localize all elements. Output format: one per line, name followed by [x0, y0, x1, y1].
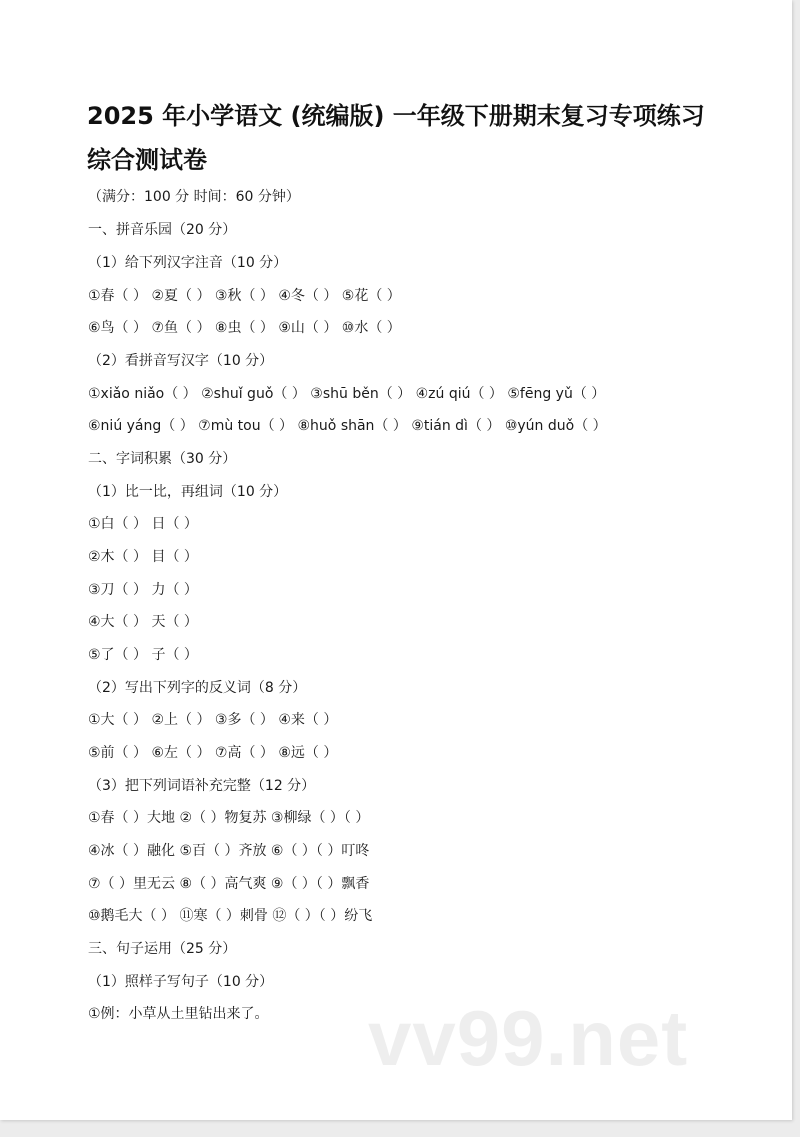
question-line: ①例：小草从土里钻出来了。 — [88, 1006, 269, 1022]
watermark: vv99.net — [368, 994, 689, 1082]
question-line: ④大（ ） 天（ ） — [88, 614, 198, 630]
question-line: ⑤了（ ） 子（ ） — [88, 647, 198, 663]
question-heading: （2）看拼音写汉字（10 分） — [88, 353, 274, 369]
question-line: ⑩鹅毛大（ ） ⑪寒（ ）刺骨 ⑫（ ）（ ）纷飞 — [88, 908, 373, 924]
question-line: ①大（ ） ②上（ ） ③多（ ） ④来（ ） — [88, 712, 338, 728]
question-heading: （1）比一比，再组词（10 分） — [88, 484, 288, 500]
question-line: ④冰（ ）融化 ⑤百（ ）齐放 ⑥（ ）（ ）叮咚 — [88, 843, 370, 859]
question-heading: （1）给下列汉字注音（10 分） — [88, 255, 288, 271]
question-heading: （3）把下列词语补充完整（12 分） — [88, 778, 316, 794]
question-line: ②木（ ） 目（ ） — [88, 549, 198, 565]
question-line: ⑦（ ）里无云 ⑧（ ）高气爽 ⑨（ ）（ ）飘香 — [88, 876, 370, 892]
exam-info: （满分：100 分 时间：60 分钟） — [88, 189, 300, 205]
section-heading: 三、句子运用（25 分） — [88, 941, 237, 957]
question-line: ①白（ ） 日（ ） — [88, 516, 198, 532]
question-line: ③刀（ ） 力（ ） — [88, 582, 198, 598]
question-line: ⑥鸟（ ） ⑦鱼（ ） ⑧虫（ ） ⑨山（ ） ⑩水（ ） — [88, 320, 401, 336]
question-line: ①春（ ） ②夏（ ） ③秋（ ） ④冬（ ） ⑤花（ ） — [88, 288, 401, 304]
question-line: ①xiǎo niǎo（ ） ②shuǐ guǒ（ ） ③shū běn（ ） ④zú qiú（ ） ⑤fēng yǔ（ ） — [88, 386, 606, 402]
question-line: ⑥niú yáng（ ） ⑦mù tou（ ） ⑧huǒ shān（ ） ⑨tián dì（ ） ⑩yún duǒ（ ） — [88, 418, 607, 434]
question-line: ①春（ ）大地 ②（ ）物复苏 ③柳绿（ ）（ ） — [88, 810, 370, 826]
question-heading: （2）写出下列字的反义词（8 分） — [88, 680, 307, 696]
question-heading: （1）照样子写句子（10 分） — [88, 974, 274, 990]
page-title: 2025 年小学语文 (统编版) 一年级下册期末复习专项练习综合测试卷 — [87, 102, 705, 174]
question-line: ⑤前（ ） ⑥左（ ） ⑦高（ ） ⑧远（ ） — [88, 745, 338, 761]
section-heading: 二、字词积累（30 分） — [88, 451, 237, 467]
section-heading: 一、拼音乐园（20 分） — [88, 222, 237, 238]
